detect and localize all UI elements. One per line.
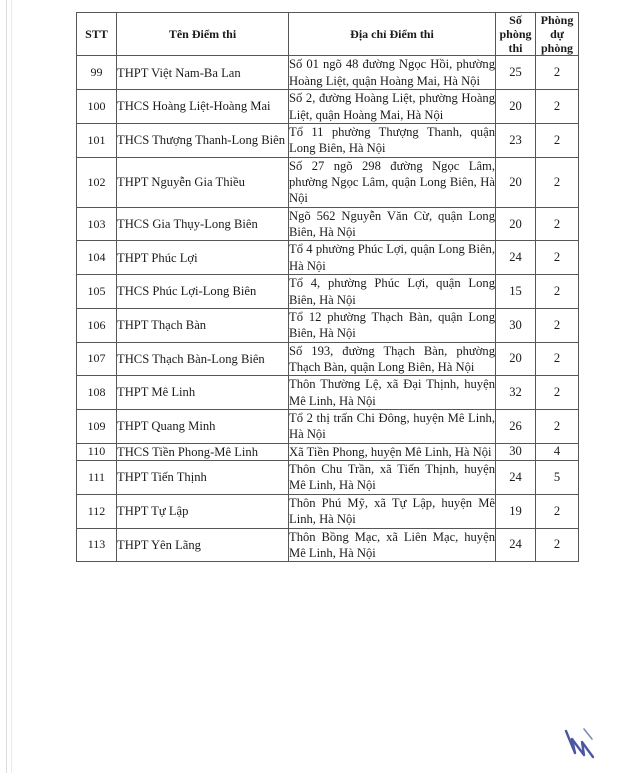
cell-spare-rooms: 2 bbox=[536, 207, 579, 241]
cell-rooms: 15 bbox=[496, 275, 536, 309]
cell-spare-rooms: 2 bbox=[536, 308, 579, 342]
cell-address: Số 193, đường Thạch Bàn, phường Thạch Bàn, quận Long Biên, Hà Nội bbox=[289, 343, 495, 374]
cell-address: Tổ 12 phường Thạch Bàn, quận Long Biên, Hà Nội bbox=[289, 309, 495, 341]
cell-site-name: THPT Tiến Thịnh bbox=[117, 461, 289, 495]
table-row bbox=[77, 308, 579, 342]
cell-address: Tổ 4, phường Phúc Lợi, quận Long Biên, Hà Nội bbox=[289, 276, 495, 307]
cell-rooms: 20 bbox=[496, 342, 536, 376]
cell-spare-rooms: 2 bbox=[536, 410, 579, 444]
cell-spare-rooms: 2 bbox=[536, 56, 579, 90]
cell-rooms: 30 bbox=[496, 443, 536, 460]
cell-rooms: 30 bbox=[496, 308, 536, 342]
scan-edge-artifact-left bbox=[6, 0, 7, 773]
table-header-row bbox=[77, 13, 579, 56]
cell-rooms: 20 bbox=[496, 90, 536, 124]
cell-site-name: THCS Tiền Phong-Mê Linh bbox=[117, 443, 289, 460]
cell-spare-rooms: 2 bbox=[536, 494, 579, 528]
cell-spare-rooms: 2 bbox=[536, 241, 579, 275]
cell-site-name: THCS Thạch Bàn-Long Biên bbox=[117, 342, 289, 376]
table-body bbox=[77, 56, 579, 562]
column-header-site-name: Tên Điểm thi bbox=[117, 13, 289, 56]
cell-site-name: THPT Nguyễn Gia Thiều bbox=[117, 157, 289, 207]
cell-site-name: THPT Mê Linh bbox=[117, 376, 289, 410]
cell-address: Thôn Chu Trần, xã Tiến Thịnh, huyện Mê Linh, Hà Nội bbox=[289, 462, 495, 493]
table-row bbox=[77, 494, 579, 528]
cell-address: Xã Tiền Phong, huyện Mê Linh, Hà Nội bbox=[289, 443, 496, 460]
cell-site-name: THCS Phúc Lợi-Long Biên bbox=[117, 275, 289, 309]
cell-stt: 102 bbox=[77, 157, 117, 207]
exam-sites-table bbox=[76, 12, 579, 562]
cell-rooms: 24 bbox=[496, 461, 536, 495]
cell-stt: 112 bbox=[77, 494, 117, 528]
cell-stt: 109 bbox=[77, 410, 117, 444]
cell-stt: 104 bbox=[77, 241, 117, 275]
cell-spare-rooms: 2 bbox=[536, 157, 579, 207]
cell-spare-rooms: 2 bbox=[536, 528, 579, 562]
cell-rooms: 24 bbox=[496, 241, 536, 275]
cell-spare-rooms: 2 bbox=[536, 123, 579, 157]
cell-stt: 103 bbox=[77, 207, 117, 241]
cell-stt: 108 bbox=[77, 376, 117, 410]
cell-stt: 113 bbox=[77, 528, 117, 562]
cell-site-name: THPT Thạch Bàn bbox=[117, 308, 289, 342]
cell-address: Số 01 ngõ 48 đường Ngọc Hồi, phường Hoàng Liệt, quận Hoàng Mai, Hà Nội bbox=[289, 57, 495, 88]
cell-address: Số 27 ngõ 298 đường Ngọc Lâm, phường Ngọc Lâm, quận Long Biên, Hà Nội bbox=[289, 158, 495, 206]
table-row bbox=[77, 342, 579, 376]
cell-site-name: THPT Quang Minh bbox=[117, 410, 289, 444]
scan-edge-artifact-left-secondary bbox=[11, 0, 12, 773]
cell-site-name: THPT Việt Nam-Ba Lan bbox=[117, 56, 289, 90]
cell-stt: 105 bbox=[77, 275, 117, 309]
cell-stt: 110 bbox=[77, 443, 117, 460]
cell-rooms: 32 bbox=[496, 376, 536, 410]
cell-address: Ngõ 562 Nguyễn Văn Cừ, quận Long Biên, Hà Nội bbox=[289, 208, 495, 240]
table-row bbox=[77, 443, 579, 460]
column-header-rooms: Số phòng thi bbox=[496, 13, 536, 56]
cell-address: Tổ 4 phường Phúc Lợi, quận Long Biên, Hà Nội bbox=[289, 242, 495, 273]
table-row bbox=[77, 241, 579, 275]
cell-stt: 100 bbox=[77, 90, 117, 124]
cell-rooms: 24 bbox=[496, 528, 536, 562]
table-row bbox=[77, 461, 579, 495]
cell-spare-rooms: 4 bbox=[536, 443, 579, 460]
cell-rooms: 25 bbox=[496, 56, 536, 90]
cell-rooms: 23 bbox=[496, 123, 536, 157]
cell-address: Tổ 2 thị trấn Chi Đông, huyện Mê Linh, Hà Nội bbox=[289, 411, 495, 442]
cell-rooms: 26 bbox=[496, 410, 536, 444]
cell-address: Số 2, đường Hoàng Liệt, phường Hoàng Liệt, quận Hoàng Mai, Hà Nội bbox=[289, 91, 495, 122]
cell-rooms: 20 bbox=[496, 157, 536, 207]
cell-site-name: THPT Phúc Lợi bbox=[117, 241, 289, 275]
cell-stt: 106 bbox=[77, 308, 117, 342]
cell-address: Thôn Bồng Mạc, xã Liên Mạc, huyện Mê Linh, Hà Nội bbox=[289, 529, 495, 560]
column-header-address: Địa chỉ Điểm thi bbox=[289, 13, 496, 56]
table-row bbox=[77, 157, 579, 207]
cell-stt: 99 bbox=[77, 56, 117, 90]
cell-site-name: THPT Tự Lập bbox=[117, 494, 289, 528]
cell-site-name: THCS Hoàng Liệt-Hoàng Mai bbox=[117, 90, 289, 124]
column-header-spare-rooms: Phòng dự phòng bbox=[536, 13, 579, 56]
cell-address: Thôn Phú Mỹ, xã Tự Lập, huyện Mê Linh, Hà Nội bbox=[289, 495, 495, 527]
cell-site-name: THPT Yên Lãng bbox=[117, 528, 289, 562]
cell-spare-rooms: 2 bbox=[536, 376, 579, 410]
table-row bbox=[77, 90, 579, 124]
table-row bbox=[77, 275, 579, 309]
signature-ink-mark bbox=[562, 727, 602, 761]
cell-site-name: THCS Gia Thụy-Long Biên bbox=[117, 207, 289, 241]
cell-stt: 107 bbox=[77, 342, 117, 376]
cell-spare-rooms: 2 bbox=[536, 90, 579, 124]
table-row bbox=[77, 207, 579, 241]
table-row bbox=[77, 410, 579, 444]
table-row bbox=[77, 376, 579, 410]
table-header bbox=[77, 13, 579, 56]
cell-spare-rooms: 2 bbox=[536, 342, 579, 376]
cell-stt: 111 bbox=[77, 461, 117, 495]
cell-rooms: 20 bbox=[496, 207, 536, 241]
table-row bbox=[77, 123, 579, 157]
cell-address: Thôn Thường Lệ, xã Đại Thịnh, huyện Mê Linh, Hà Nội bbox=[289, 377, 495, 408]
cell-spare-rooms: 2 bbox=[536, 275, 579, 309]
column-header-stt: STT bbox=[77, 13, 117, 56]
table-row bbox=[77, 528, 579, 562]
cell-site-name: THCS Thượng Thanh-Long Biên bbox=[117, 123, 289, 157]
cell-spare-rooms: 5 bbox=[536, 461, 579, 495]
cell-stt: 101 bbox=[77, 123, 117, 157]
cell-rooms: 19 bbox=[496, 494, 536, 528]
table-row bbox=[77, 56, 579, 90]
cell-address: Tổ 11 phường Thượng Thanh, quận Long Biên, Hà Nội bbox=[289, 124, 495, 156]
